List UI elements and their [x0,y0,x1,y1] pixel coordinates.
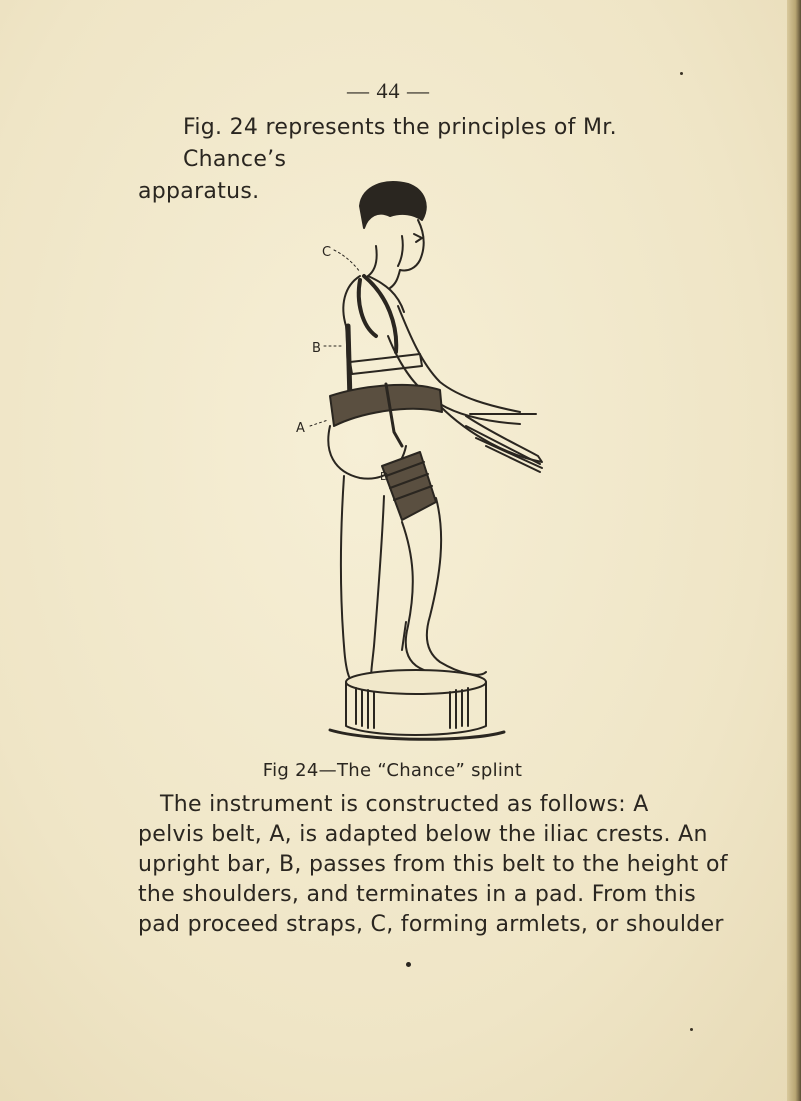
label-d: D [380,470,389,483]
splint-illustration [290,176,560,746]
body-line: pad proceed straps, C, forming armlets, or shoulder [138,912,724,937]
intro-line: apparatus. [138,179,260,204]
page-mark [406,962,411,967]
intro-line: Fig. 24 represents the principles of Mr. Chance’s [183,115,617,172]
body-line: The instrument is constructed as follows: A [160,792,649,817]
label-a: A [296,421,305,436]
body-line: the shoulders, and terminates in a pad. From this [138,882,697,907]
page-number: — 44 — [347,78,430,103]
figure-caption: Fig 24—The “Chance” splint [262,760,523,781]
page-speck [690,1028,693,1031]
figure-chance-splint [290,176,560,746]
label-b: B [312,341,321,356]
label-c: C [322,245,332,260]
body-paragraph [138,790,728,940]
body-line: pelvis belt, A, is adapted below the iliac crests. An [138,822,708,847]
body-line: upright bar, B, passes from this belt to the height of [138,852,728,877]
page-speck [680,72,683,75]
page-edge [787,0,801,1101]
